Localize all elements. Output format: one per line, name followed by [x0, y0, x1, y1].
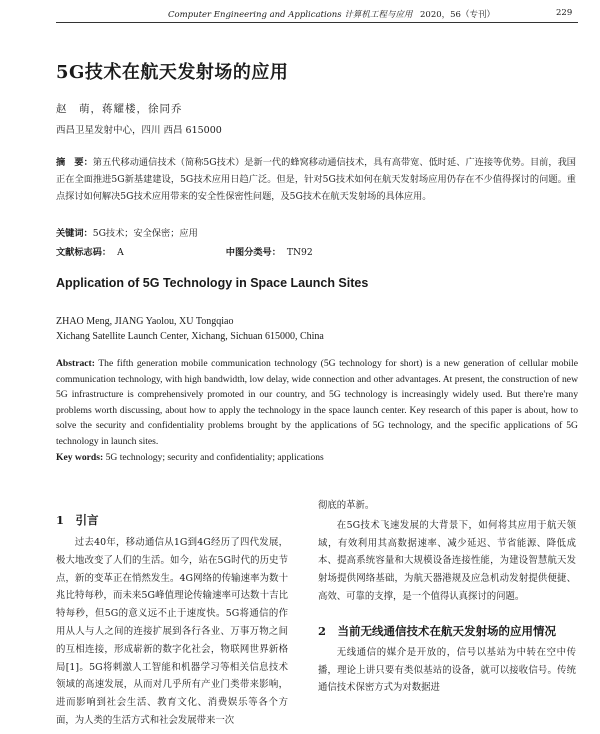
abstract-en-label: Abstract: [56, 358, 95, 369]
keywords-en-label: Key words: [56, 452, 104, 463]
abstract-en-text: The fifth generation mobile communication technology (5G technology for short) is a new generation of cellular mobile communication technology, with high bandwidth, low delay, wide connection and other advantages. At present, the construction of new 5G infrastructure is comprehensively promoted in our country, and 5G technology is increasingly widely used. But there're many problems worth discussing, about how to apply the technology in the space launch center. Key research of this paper is about, how to solve the security and confidentiality problems brought by the applications of 5G technology, and the specific applications of 5G technology in launch sites. [56, 358, 578, 447]
section-2-paragraph: 无线通信的媒介是开放的，信号以基站为中转在空中传播，理论上讲只要有类似基站的设备，就可以接收信号。传统通信技术保密方式为对数据进 [318, 646, 576, 694]
journal-name: Computer Engineering and Applications 计算机工程与应用 [168, 10, 413, 20]
keywords-cn-text: 5G技术；安全保密；应用 [92, 228, 198, 239]
doc-code-label: 文献标志码： [56, 247, 112, 258]
affiliation-cn: 西昌卫星发射中心，四川 西昌 615000 [56, 125, 222, 136]
keywords-en-text: 5G technology; security and confidentiality; applications [105, 452, 324, 463]
keywords-en [56, 452, 578, 463]
running-header [0, 8, 600, 20]
abstract-cn [56, 154, 576, 206]
page-number: 229 [556, 8, 573, 18]
section-1-paragraph: 过去40年，移动通信从1G到4G经历了四代发展，极大地改变了人们的生活。如今，站在5G时代的历史节点，新的变革正在悄然发生。4G网络的传输速率为数十兆比特每秒，而未来5G峰值理论传输速率可达数十吉比特每秒，但5G的意义远不止于速度快。5G将通信的作用从人与人之间的连接扩展到各行各业、万事万物之间的互相连接，形成崭新的数字化社会，物联网世界新格局[1]。5G将刺激人工智能和机器学习等相关信息技术领域的高速发展，从而对几乎所有产业门类带来影响，进而影响到社会生活、教育文化、消费娱乐等各个方面，为人类的生活方式和社会发展带来一次 [56, 537, 288, 726]
issue-year: 2020，56（专刊） [420, 10, 495, 20]
continuation-text: 彻底的革新。 [318, 500, 375, 511]
authors-en: ZHAO Meng, JIANG Yaolou, XU Tongqiao [56, 316, 234, 327]
header-rule [56, 22, 578, 23]
clc-value: TN92 [286, 247, 313, 258]
right-column [318, 497, 576, 697]
classification-cn [56, 244, 319, 258]
keywords-cn-label: 关键词： [56, 228, 93, 239]
doc-code-value: A [117, 247, 124, 258]
paper-title-cn: 5G技术在航天发射场的应用 [56, 62, 289, 83]
right-paragraph: 在5G技术飞速发展的大背景下，如何将其应用于航天领域，有效利用其高数据速率、减少延迟、节省能源、降低成本、提高系统容量和大规模设备连接性能，为建设智慧航天发射场提供网络基础，为航天器港规及应急机动发射提供便捷、高效、可靠的支撑，是一个值得认真探讨的问题。 [318, 519, 576, 602]
affiliation-en: Xichang Satellite Launch Center, Xichang, Sichuan 615000, China [56, 331, 324, 342]
abstract-cn-label: 摘 要： [56, 157, 93, 168]
abstract-en [56, 356, 578, 450]
abstract-cn-text: 第五代移动通信技术（简称5G技术）是新一代的蜂窝移动通信技术，具有高带宽、低时延、广连接等优势。目前，我国正在全面推进5G新基建建设，5G技术应用日趋广泛。但是，针对5G技术如何在航天发射场应用仍存在不少值得探讨的问题。重点探讨如何解决5G技术应用带来的安全性保密性问题，及5G技术在航天发射场的具体应用。 [56, 157, 576, 203]
authors-cn: 赵 萌，蒋耀楼，徐同乔 [56, 103, 183, 115]
keywords-cn [56, 225, 198, 239]
paper-title-en: Application of 5G Technology in Space Launch Sites [56, 276, 369, 290]
section-1-heading: 1 引言 [56, 513, 99, 527]
left-column [56, 512, 288, 730]
clc-label: 中图分类号： [225, 247, 281, 258]
section-2-heading: 2 当前无线通信技术在航天发射场的应用情况 [318, 623, 556, 638]
